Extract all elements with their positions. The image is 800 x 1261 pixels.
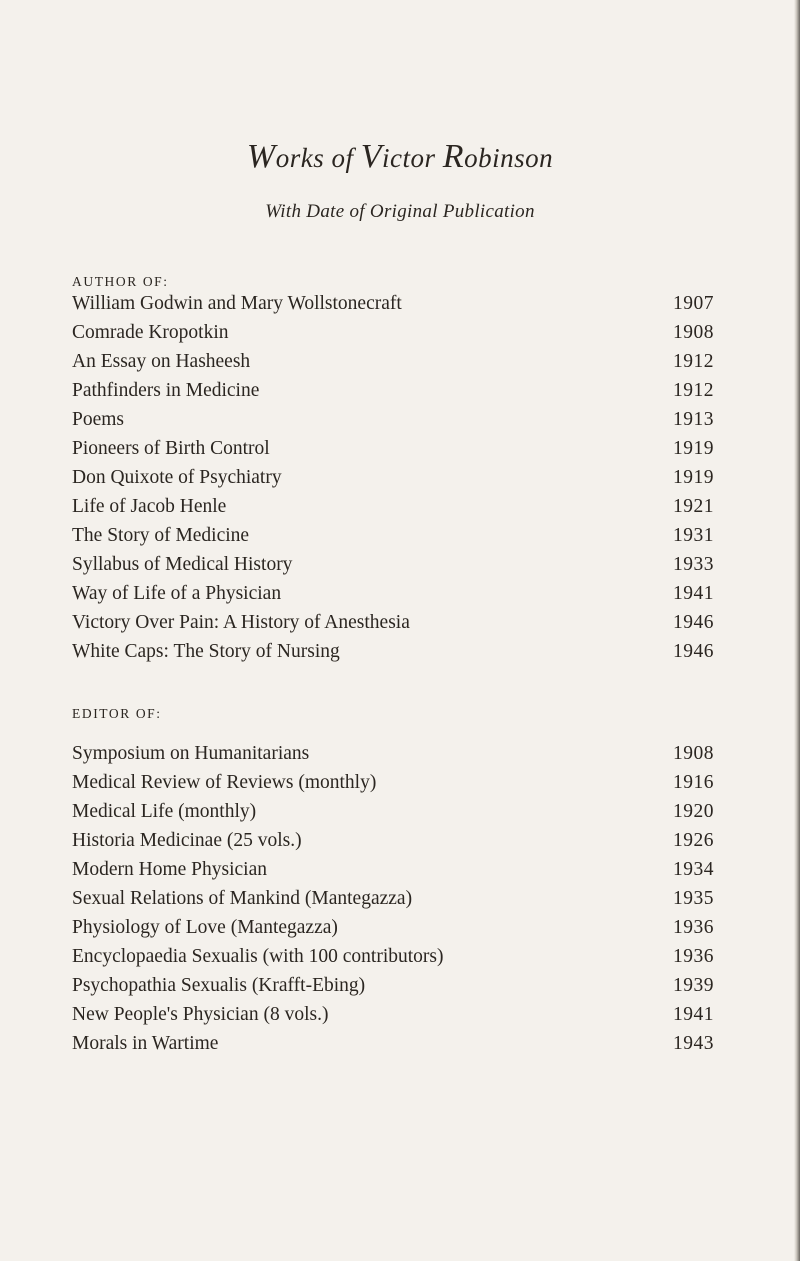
page-edge-shadow [794, 0, 800, 1261]
list-item [72, 289, 714, 318]
list-item [72, 826, 714, 855]
publication-year: 1908 [673, 743, 714, 764]
list-item [72, 434, 714, 463]
publication-year: 1936 [673, 946, 714, 967]
publication-year: 1943 [673, 1033, 714, 1054]
publication-year: 1935 [673, 888, 714, 909]
work-title: Way of Life of a Physician [72, 583, 282, 604]
list-item [72, 855, 714, 884]
title-word-robinson: obinson [464, 143, 554, 173]
publication-year: 1908 [673, 322, 714, 343]
title-initial-w: W [246, 138, 276, 175]
publication-year: 1913 [673, 409, 714, 430]
work-title: New People's Physician (8 vols.) [72, 1004, 329, 1025]
work-title: Pioneers of Birth Control [72, 438, 270, 459]
publication-year: 1907 [673, 293, 714, 314]
publication-year: 1946 [673, 612, 714, 633]
publication-year: 1941 [673, 583, 714, 604]
publication-year: 1919 [673, 467, 714, 488]
list-item [72, 797, 714, 826]
list-item [72, 579, 714, 608]
title-word-victor: ictor [382, 143, 436, 173]
publication-year: 1939 [673, 975, 714, 996]
work-title: The Story of Medicine [72, 525, 250, 546]
list-item [72, 463, 714, 492]
list-item [72, 739, 714, 768]
publication-year: 1921 [673, 496, 714, 517]
list-item [72, 492, 714, 521]
work-title: White Caps: The Story of Nursing [72, 641, 340, 662]
list-item [72, 376, 714, 405]
work-title: Pathfinders in Medicine [72, 380, 260, 401]
list-item [72, 347, 714, 376]
list-item [72, 942, 714, 971]
publication-year: 1912 [673, 380, 714, 401]
page-title [0, 138, 800, 176]
work-title: Life of Jacob Henle [72, 496, 227, 517]
list-item [72, 608, 714, 637]
publication-year: 1912 [673, 351, 714, 372]
work-title: Syllabus of Medical History [72, 554, 293, 575]
list-item [72, 913, 714, 942]
work-title: Medical Life (monthly) [72, 801, 257, 822]
work-title: Symposium on Humanitarians [72, 743, 310, 764]
publication-year: 1919 [673, 438, 714, 459]
work-title: Encyclopaedia Sexualis (with 100 contributors) [72, 946, 444, 967]
page-subtitle: With Date of Original Publication [265, 201, 535, 222]
list-item [72, 521, 714, 550]
list-item [72, 550, 714, 579]
publication-year: 1936 [673, 917, 714, 938]
work-title: Physiology of Love (Mantegazza) [72, 917, 338, 938]
list-item [72, 1029, 714, 1058]
work-title: Historia Medicinae (25 vols.) [72, 830, 302, 851]
title-initial-v: V [360, 138, 383, 175]
publication-year: 1920 [673, 801, 714, 822]
work-title: Victory Over Pain: A History of Anesthesia [72, 612, 410, 633]
publication-year: 1934 [673, 859, 714, 880]
work-title: Sexual Relations of Mankind (Mantegazza) [72, 888, 413, 909]
publication-year: 1941 [673, 1004, 714, 1025]
list-item [72, 971, 714, 1000]
list-item [72, 884, 714, 913]
publication-year: 1946 [673, 641, 714, 662]
editor-section-heading: EDITOR OF: [72, 706, 162, 721]
list-item [72, 768, 714, 797]
title-initial-r: R [442, 138, 465, 175]
work-title: An Essay on Hasheesh [72, 351, 251, 372]
publication-year: 1931 [673, 525, 714, 546]
publication-year: 1926 [673, 830, 714, 851]
work-title: Modern Home Physician [72, 859, 267, 880]
list-item [72, 637, 714, 666]
work-title: Comrade Kropotkin [72, 322, 229, 343]
work-title: Poems [72, 409, 125, 430]
title-word-of: of [331, 143, 354, 173]
work-title: William Godwin and Mary Wollstonecraft [72, 293, 402, 314]
list-item [72, 318, 714, 347]
author-section-heading: AUTHOR OF: [72, 274, 169, 289]
work-title: Morals in Wartime [72, 1033, 219, 1054]
work-title: Psychopathia Sexualis (Krafft-Ebing) [72, 975, 366, 996]
publication-year: 1916 [673, 772, 714, 793]
title-word-works: orks [275, 143, 325, 173]
author-works-list [72, 289, 714, 666]
work-title: Don Quixote of Psychiatry [72, 467, 282, 488]
editor-works-list [72, 739, 714, 1058]
work-title: Medical Review of Reviews (monthly) [72, 772, 377, 793]
list-item [72, 1000, 714, 1029]
publication-year: 1933 [673, 554, 714, 575]
list-item [72, 405, 714, 434]
